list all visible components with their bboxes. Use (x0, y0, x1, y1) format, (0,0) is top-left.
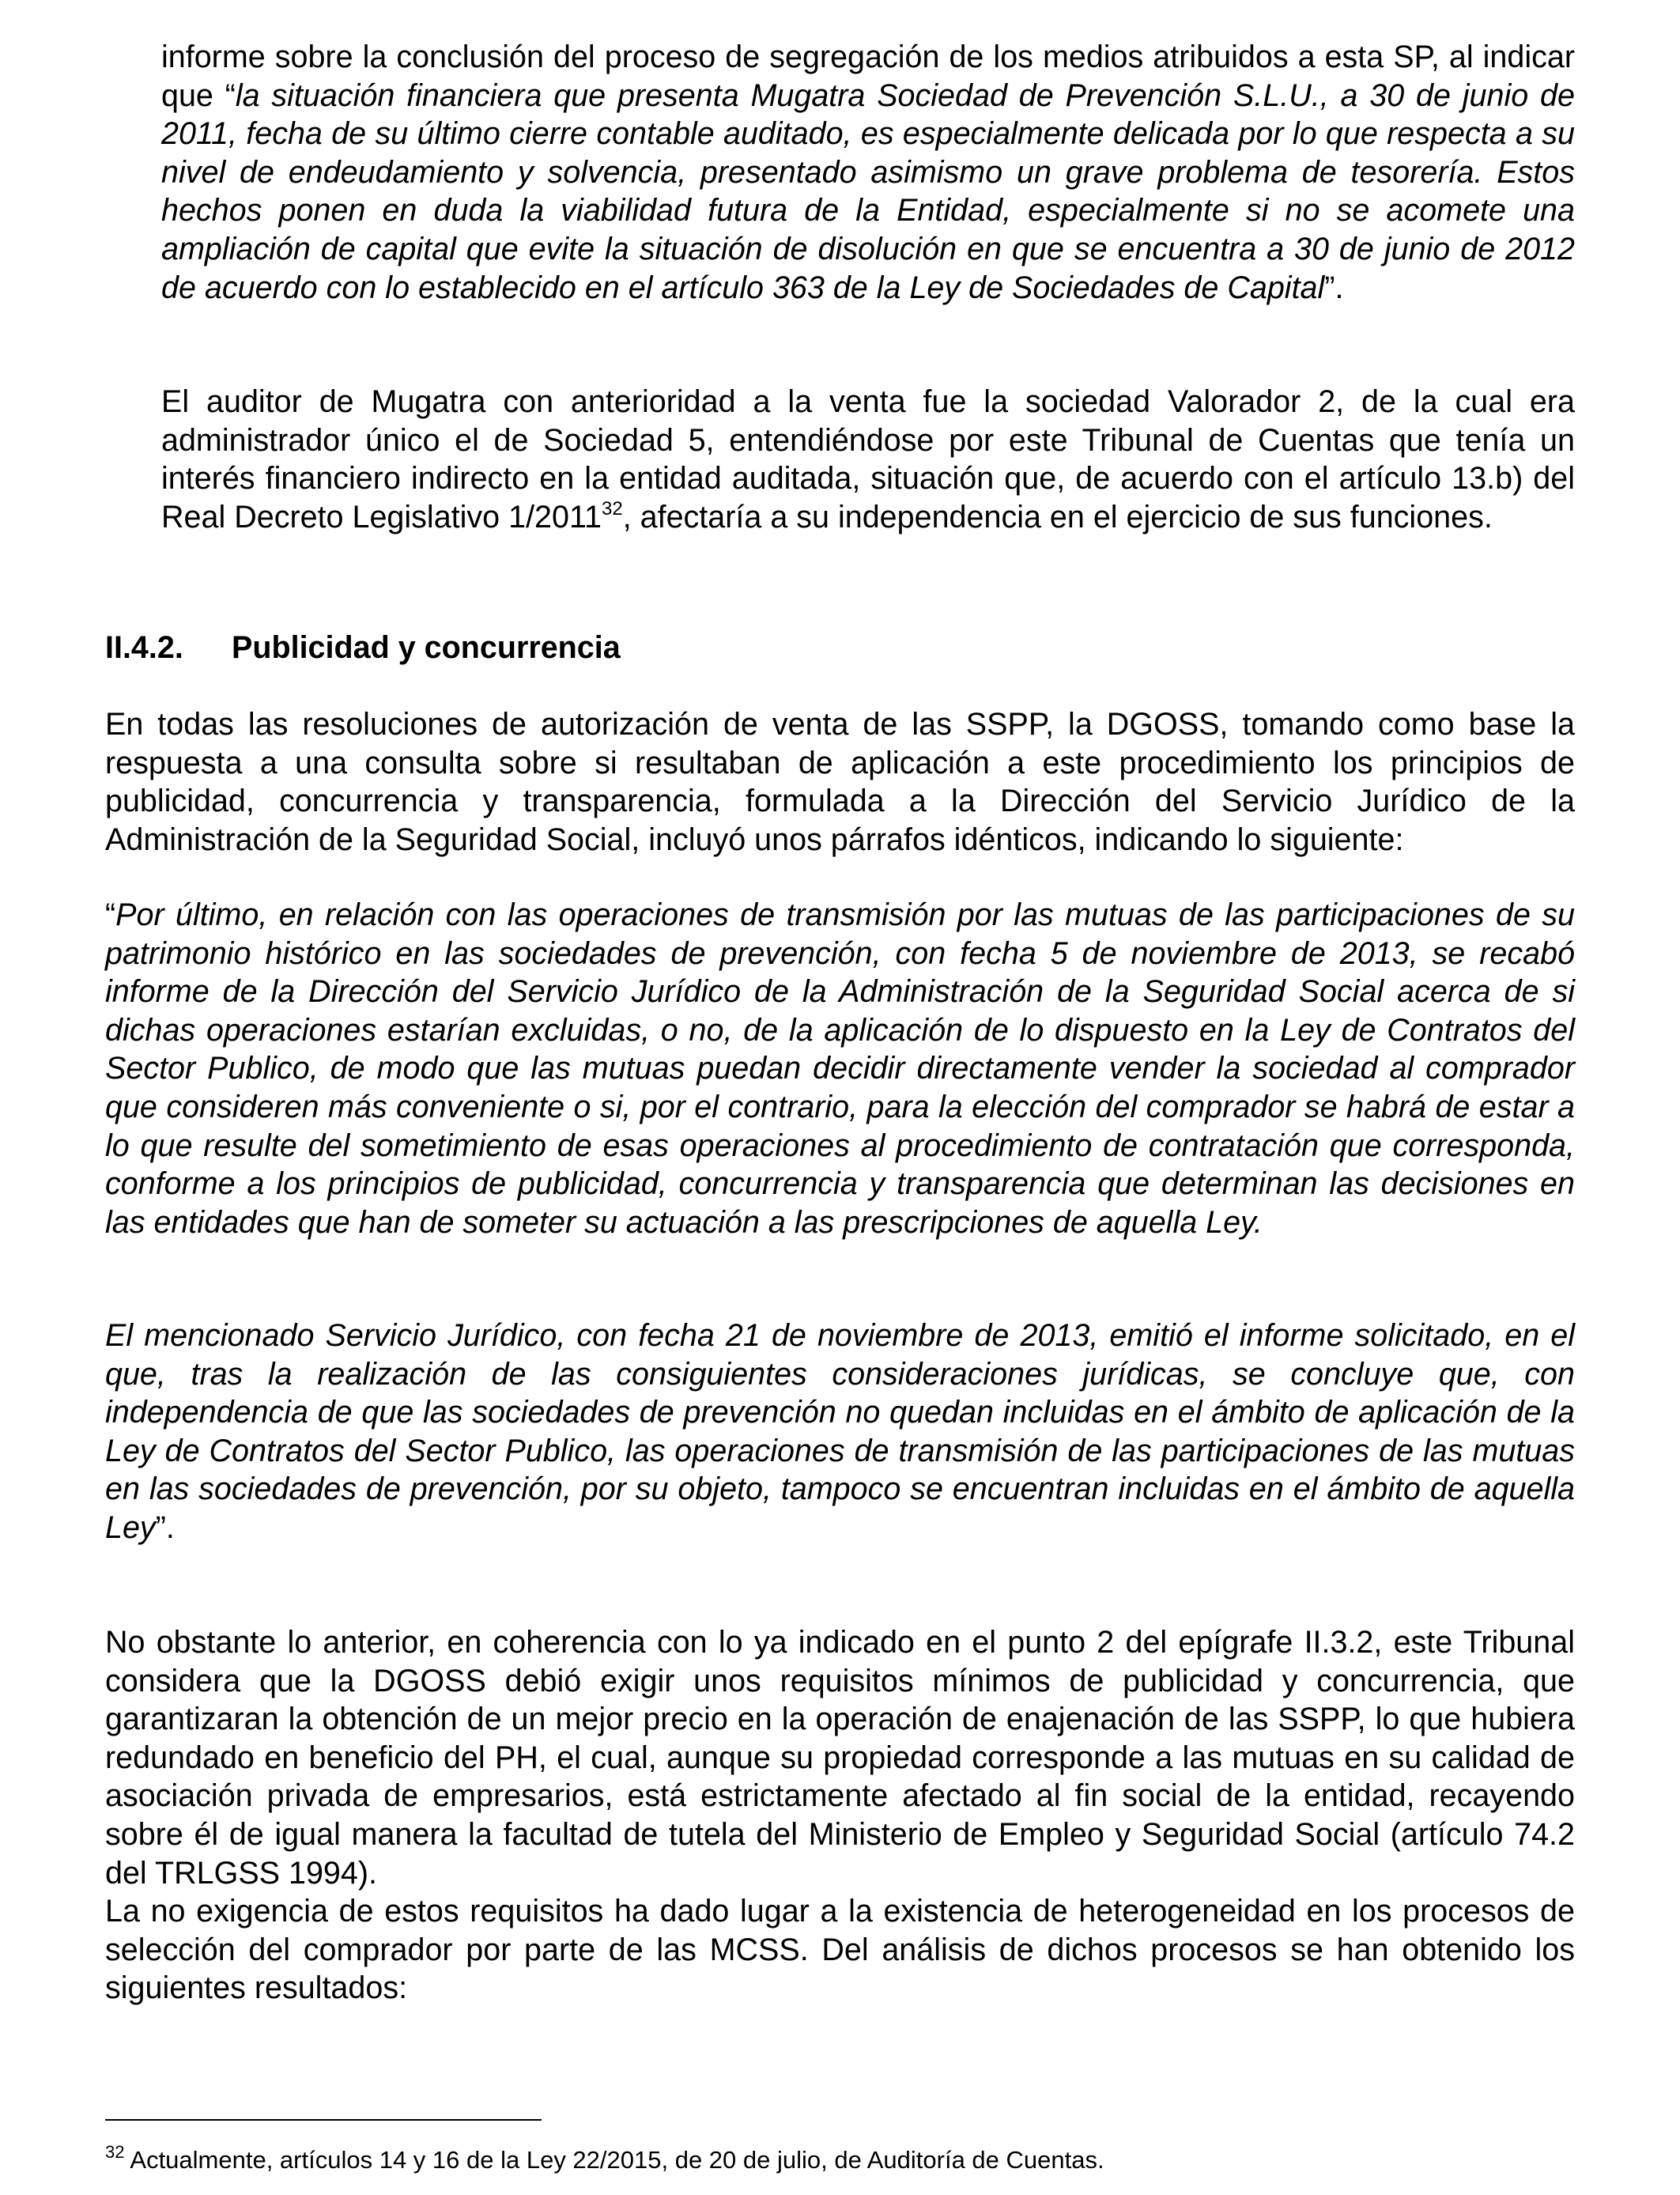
paragraph-text: El auditor de Mugatra con anterioridad a la venta fue la sociedad Valorador 2, de la cual era administrador único el de Sociedad 5, entendiéndose por este Tribunal de Cuentas que tenía un interés financiero indirecto en la entidad auditada, situación que, de acuerdo con el artículo 13.b) del Real Decreto Legislativo 1/2011 (161, 384, 1575, 535)
section-title: Publicidad y concurrencia (232, 630, 621, 665)
footnote-number: 32 (105, 2142, 125, 2162)
footnote-text: Actualmente, artículos 14 y 16 de la Ley 22/2015, de 20 de julio, de Auditoría de Cuentas. (124, 2146, 1104, 2174)
quote-open-mark: “ (105, 897, 116, 932)
quote-legal-consultation (105, 896, 1575, 1241)
quoted-text: la situación financiera que presenta Mugatra Sociedad de Prevención S.L.U., a 30 de junio de 2011, fecha de su último cierre contable auditado, es especialmente delicada por lo que respecta a su nivel de endeudamiento y solvencia, presentado asimismo un grave problema de tesorería. Estos hechos ponen en duda la viabilidad futura de la Entidad, especialmente si no se acomete una ampliación de capital que evite la situación de disolución en que se encuentra a 30 de junio de 2012 de acuerdo con lo establecido en el artículo 363 de la Ley de Sociedades de Capital (161, 77, 1575, 305)
section-number: II.4.2. (105, 630, 183, 665)
paragraph-text: , afectaría a su independencia en el ejercicio de sus funciones. (622, 499, 1493, 535)
paragraph-auditor-independence (161, 383, 1575, 536)
paragraph-authorization-resolutions: En todas las resoluciones de autorización de venta de las SSPP, la DGOSS, tomando como base la respuesta a una consulta sobre si resultaban de aplicación a este procedimiento los principios de publicidad, concurrencia y transparencia, formulada a la Dirección del Servicio Jurídico de la Administración de la Seguridad Social, incluyó unos párrafos idénticos, indicando lo siguiente: (105, 707, 1575, 857)
footnote-reference[interactable]: 32 (602, 497, 623, 519)
footnote-separator (105, 2119, 542, 2121)
paragraph-text: informe sobre la conclusión del proceso de segregación de los medios atribuidos a esta SP, al indicar que “ (161, 40, 1575, 113)
quoted-text: El mencionado Servicio Jurídico, con fecha 21 de noviembre de 2013, emitió el informe solicitado, en el que, tras la realización de las consiguientes consideraciones jurídicas, se concluye que, con independencia de que las sociedades de prevención no quedan incluidas en el ámbito de aplicación de la Ley de Contratos del Sector Publico, las operaciones de transmisión de las participaciones de las mutuas en las sociedades de prevención, por su objeto, tampoco se encuentran incluidas en el ámbito de aquella Ley (105, 1318, 1575, 1545)
quoted-text: Por último, en relación con las operaciones de transmisión por las mutuas de las participaciones de su patrimonio histórico en las sociedades de prevención, con fecha 5 de noviembre de 2013, se recabó informe de la Dirección del Servicio Jurídico de la Administración de la Seguridad Social acerca de si dichas operaciones estarían excluidas, o no, de la aplicación de lo dispuesto en la Ley de Contratos del Sector Publico, de modo que las mutuas puedan decidir directamente vender la sociedad al comprador que consideren más conveniente o si, por el contrario, para la elección del comprador se habrá de estar a lo que resulte del sometimiento de esas operaciones al procedimiento de contratación que corresponda, conforme a los principios de publicidad, concurrencia y transparencia que determinan las decisiones en las entidades que han de someter su actuación a las prescripciones de aquella Ley. (105, 897, 1575, 1240)
footnote (105, 2144, 1104, 2176)
paragraph-tribunal-opinion: No obstante lo anterior, en coherencia con lo ya indicado en el punto 2 del epígrafe II.3.2, este Tribunal considera que la DGOSS debió exigir unos requisitos mínimos de publicidad y concurrencia, que garantizaran la obtención de un mejor precio en la operación de enajenación de las SSPP, lo que hubiera redundado en beneficio del PH, el cual, aunque su propiedad corresponde a las mutuas en su calidad de asociación privada de empresarios, está estrictamente afectado al fin social de la entidad, recayendo sobre él de igual manera la facultad de tutela del Ministerio de Empleo y Seguridad Social (artículo 74.2 del TRLGSS 1994). (105, 1625, 1575, 1891)
section-heading (105, 629, 621, 667)
paragraph-text: ”. (1324, 270, 1344, 305)
paragraph-audit-report (161, 38, 1575, 307)
quote-close-mark: ”. (155, 1509, 175, 1545)
paragraph-heterogeneity: La no exigencia de estos requisitos ha dado lugar a la existencia de heterogeneidad en los procesos de selección del comprador por parte de las MCSS. Del análisis de dichos procesos se han obtenido los siguientes resultados: (105, 1894, 1575, 2006)
quote-legal-report (105, 1317, 1575, 1547)
